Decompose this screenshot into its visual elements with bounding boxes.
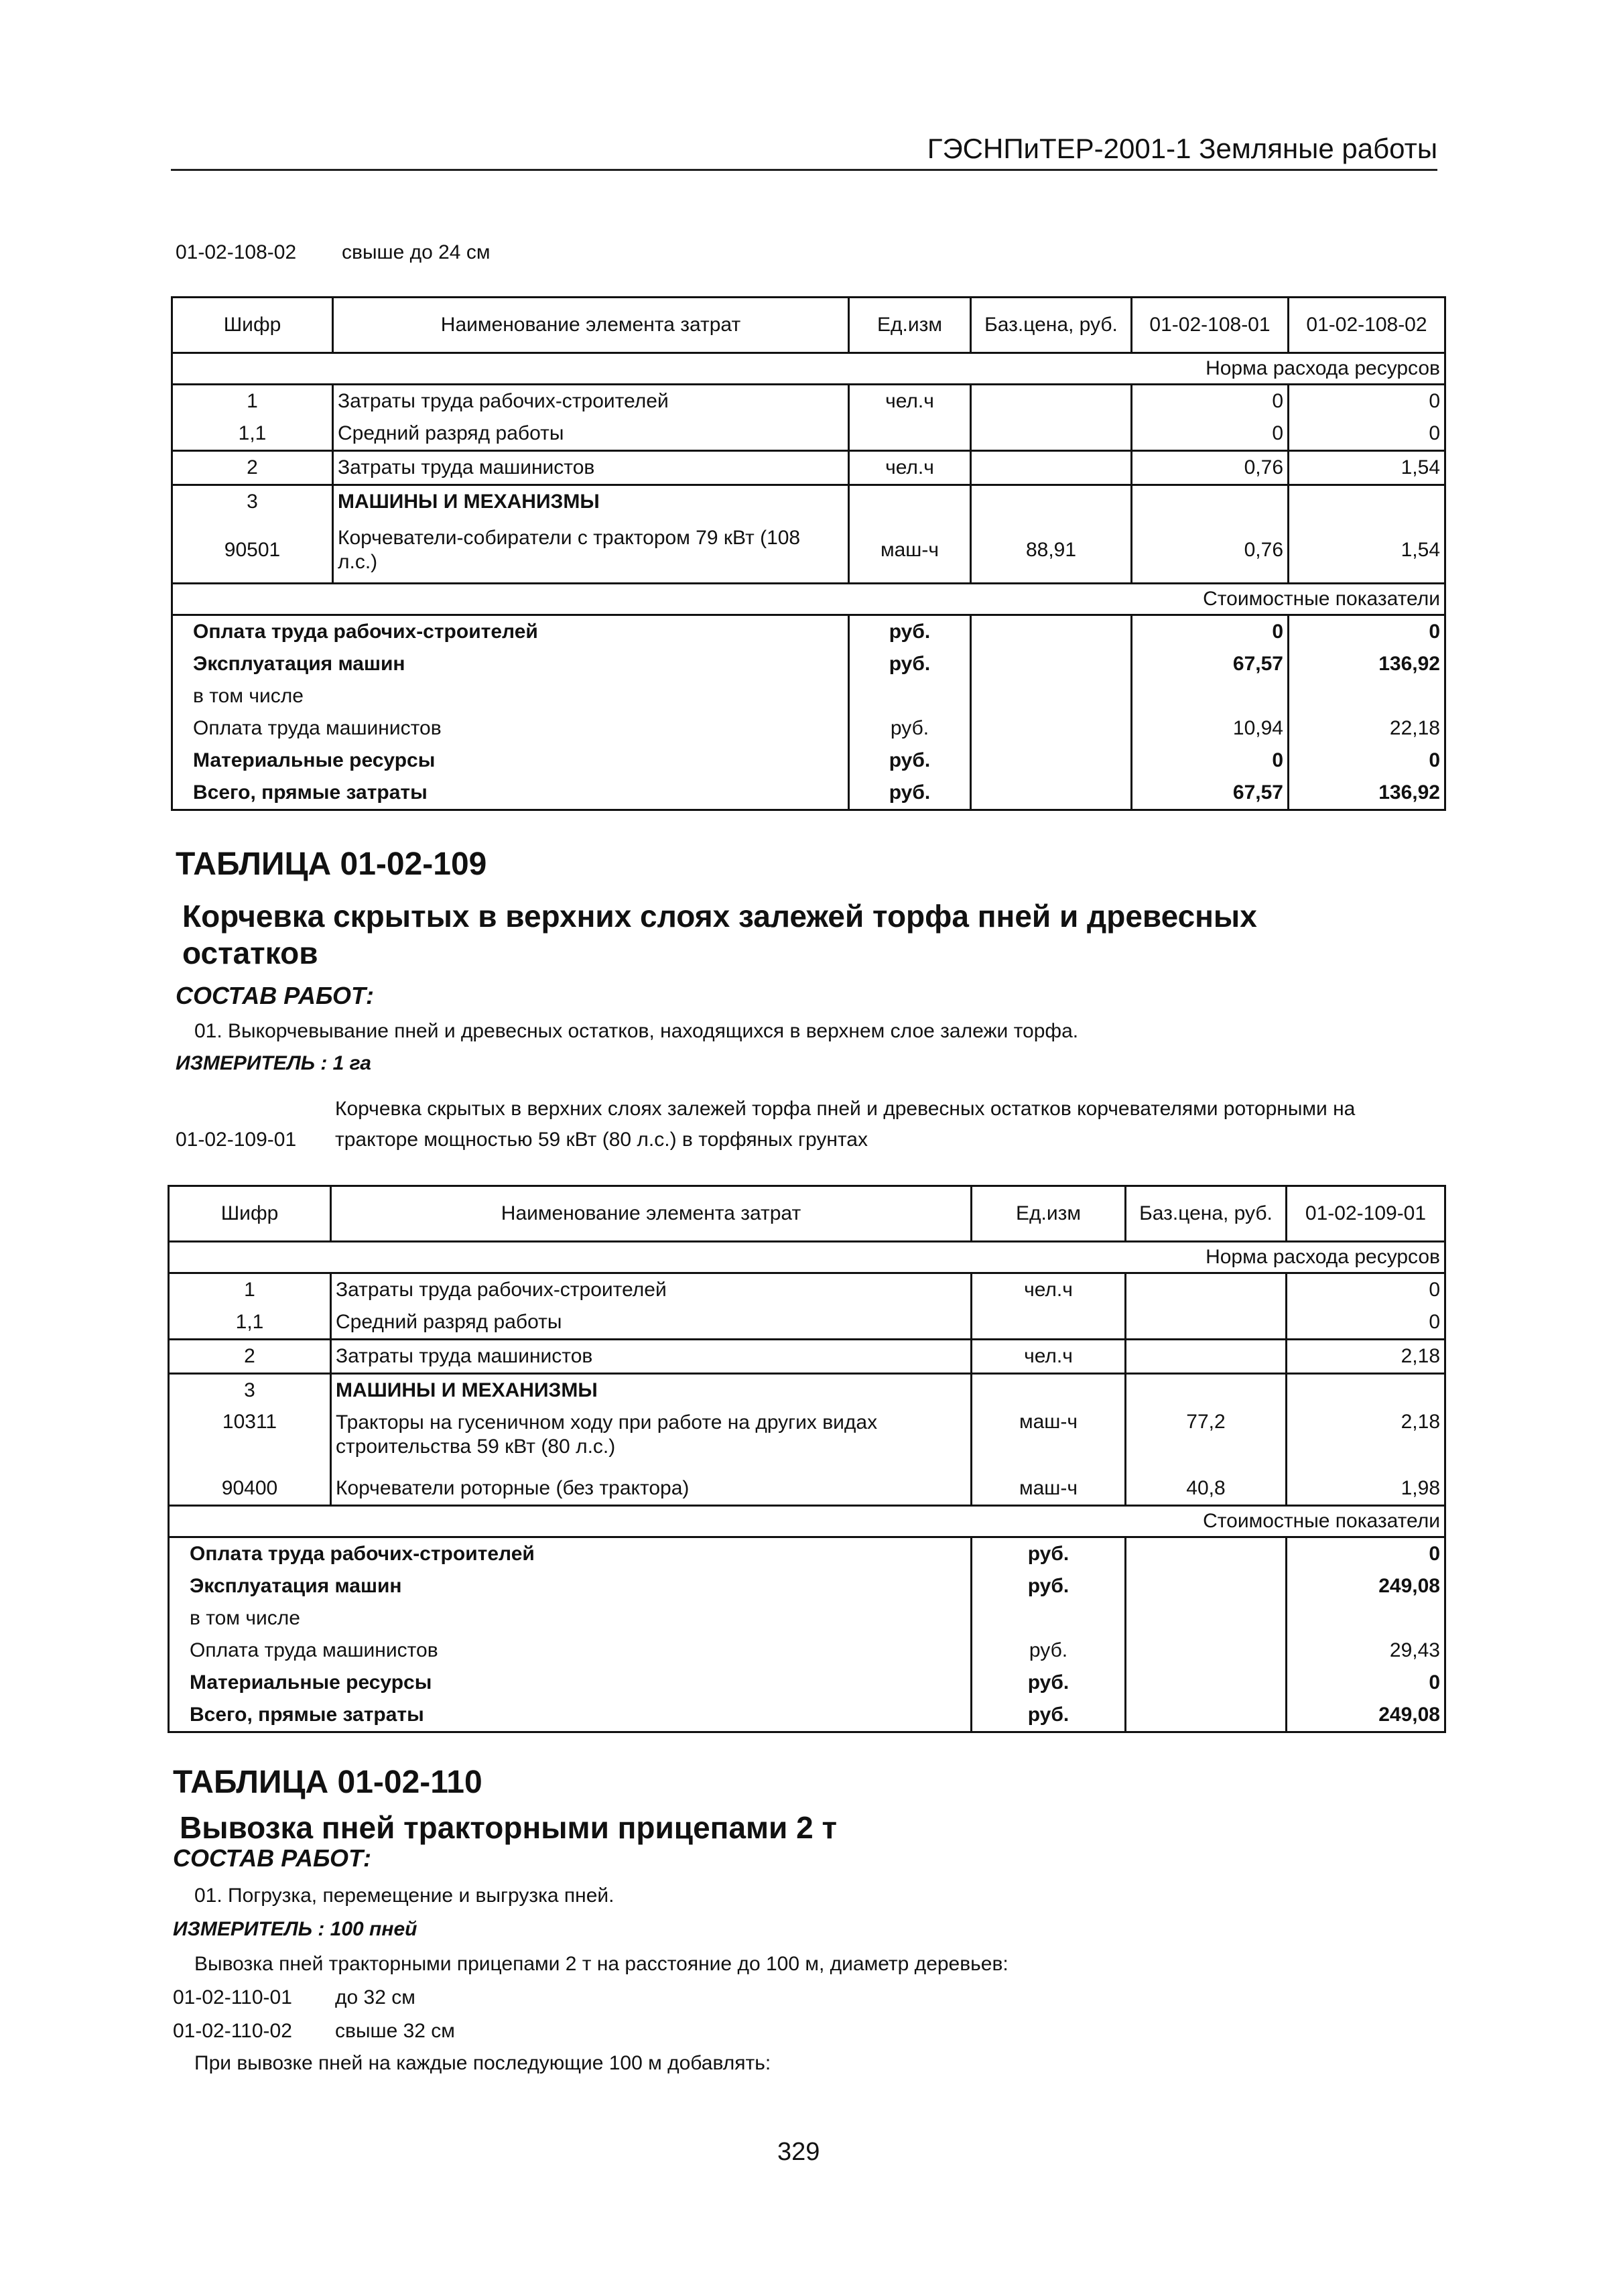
table-row xyxy=(172,418,1445,451)
cost-name: в том числе xyxy=(169,1602,972,1635)
cost-unit: руб. xyxy=(849,712,971,745)
cost-row xyxy=(172,680,1445,712)
col-header-norm-1: 01-02-109-01 xyxy=(1287,1186,1445,1242)
row-name: Затраты труда машинистов xyxy=(333,451,849,485)
norm-label: Норма расхода ресурсов xyxy=(172,353,1445,385)
table-title-109: ТАБЛИЦА 01-02-109 xyxy=(176,846,487,882)
item-text-110-02: свыше 32 см xyxy=(335,2020,455,2042)
cost-name: Всего, прямые затраты xyxy=(169,1699,972,1732)
item-code-110-02: 01-02-110-02 xyxy=(173,2020,292,2042)
composition-label-110: СОСТАВ РАБОТ: xyxy=(173,1844,371,1872)
row-name: Тракторы на гусеничном ходу при работе на других видах строительства 59 кВт (80 л.с.) xyxy=(331,1407,972,1472)
row-price xyxy=(971,451,1132,485)
cost-name: Материальные ресурсы xyxy=(169,1667,972,1699)
top-item-text: свыше до 24 см xyxy=(342,241,491,263)
row-value-1: 2,18 xyxy=(1287,1407,1445,1472)
cost-unit: руб. xyxy=(972,1537,1126,1571)
cost-value-1: 249,08 xyxy=(1287,1570,1445,1602)
composition-item-109: 01. Выкорчевывание пней и древесных остатков, находящихся в верхнем слое залежи торфа. xyxy=(194,1020,1079,1042)
item-text-110-01: до 32 см xyxy=(335,1986,415,2008)
top-item-code: 01-02-108-02 xyxy=(176,241,297,263)
item-text-109-line1: Корчевка скрытых в верхних слоях залежей торфа пней и древесных остатков корчевателями роторными на xyxy=(335,1098,1356,1120)
cost-value-1: 67,57 xyxy=(1132,777,1289,810)
item-code-109: 01-02-109-01 xyxy=(176,1129,297,1151)
col-header-name: Наименование элемента затрат xyxy=(331,1186,972,1242)
footer-note-110: При вывозке пней на каждые последующие 100 м добавлять: xyxy=(194,2052,771,2074)
row-code: 2 xyxy=(169,1340,331,1374)
row-unit: маш-ч xyxy=(849,518,971,584)
cost-row xyxy=(172,712,1445,745)
cost-row xyxy=(169,1635,1445,1667)
row-unit: чел.ч xyxy=(972,1273,1126,1307)
row-unit xyxy=(972,1306,1126,1340)
row-price xyxy=(971,385,1132,418)
cost-name: Оплата труда рабочих-строителей xyxy=(172,615,849,649)
row-value-1: 0 xyxy=(1287,1273,1445,1307)
cost-row xyxy=(169,1667,1445,1699)
page-number: 329 xyxy=(777,2138,820,2166)
resource-table-01-02-108 xyxy=(171,296,1446,811)
row-value-2: 1,54 xyxy=(1289,451,1445,485)
row-code: 2 xyxy=(172,451,333,485)
table-row xyxy=(169,1340,1445,1374)
cost-value-2 xyxy=(1289,680,1445,712)
running-header: ГЭСНПиТЕР-2001-1 Земляные работы xyxy=(171,133,1437,171)
cost-name: Эксплуатация машин xyxy=(169,1570,972,1602)
cost-row xyxy=(169,1570,1445,1602)
composition-item-110: 01. Погрузка, перемещение и выгрузка пней. xyxy=(194,1885,614,1907)
cost-name: в том числе xyxy=(172,680,849,712)
row-code: 1 xyxy=(169,1273,331,1307)
cost-name: Эксплуатация машин xyxy=(172,648,849,680)
cost-value-1: 0 xyxy=(1132,745,1289,777)
table-row xyxy=(169,1273,1445,1307)
item-text-109-line2: тракторе мощностью 59 кВт (80 л.с.) в торфяных грунтах xyxy=(335,1129,868,1151)
row-value-2: 0 xyxy=(1289,418,1445,451)
cost-name: Оплата труда машинистов xyxy=(172,712,849,745)
cost-value-1: 67,57 xyxy=(1132,648,1289,680)
cost-unit: руб. xyxy=(849,745,971,777)
table-row xyxy=(172,518,1445,584)
intro-110: Вывозка пней тракторными прицепами 2 т на расстояние до 100 м, диаметр деревьев: xyxy=(194,1953,1009,1975)
row-value-2: 0 xyxy=(1289,385,1445,418)
row-name: Корчеватели-собиратели с трактором 79 кВт (108 л.с.) xyxy=(333,518,849,584)
cost-unit xyxy=(849,680,971,712)
row-name: Средний разряд работы xyxy=(333,418,849,451)
row-value-1 xyxy=(1287,1374,1445,1407)
row-code: 1,1 xyxy=(172,418,333,451)
row-unit: чел.ч xyxy=(849,451,971,485)
row-value-1: 0 xyxy=(1287,1306,1445,1340)
row-unit: чел.ч xyxy=(849,385,971,418)
row-code: 1,1 xyxy=(169,1306,331,1340)
row-value-1: 0 xyxy=(1132,418,1289,451)
cost-value-2: 136,92 xyxy=(1289,777,1445,810)
row-name: Затраты труда рабочих-строителей xyxy=(333,385,849,418)
row-price xyxy=(971,418,1132,451)
cost-row xyxy=(172,777,1445,810)
cost-value-2: 0 xyxy=(1289,745,1445,777)
cost-value-1: 0 xyxy=(1132,615,1289,649)
row-value-2 xyxy=(1289,485,1445,519)
cost-value-1 xyxy=(1132,680,1289,712)
cost-label: Стоимостные показатели xyxy=(169,1506,1445,1537)
cost-row xyxy=(169,1602,1445,1635)
cost-unit xyxy=(972,1602,1126,1635)
col-header-code: Шифр xyxy=(169,1186,331,1242)
col-header-code: Шифр xyxy=(172,298,333,353)
cost-name: Материальные ресурсы xyxy=(172,745,849,777)
table-title-110: ТАБЛИЦА 01-02-110 xyxy=(173,1765,482,1800)
resource-table-01-02-109 xyxy=(168,1185,1446,1733)
cost-row xyxy=(169,1537,1445,1571)
table-header-row xyxy=(172,298,1445,353)
row-price xyxy=(971,485,1132,519)
section-title-109: Корчевка скрытых в верхних слоях залежей торфа пней и древесных остатков xyxy=(182,899,1257,971)
row-value-1: 2,18 xyxy=(1287,1340,1445,1374)
row-unit xyxy=(972,1374,1126,1407)
row-price: 40,8 xyxy=(1126,1472,1287,1506)
table-row xyxy=(172,485,1445,519)
row-unit: маш-ч xyxy=(972,1407,1126,1472)
col-header-norm-2: 01-02-108-02 xyxy=(1289,298,1445,353)
row-name: МАШИНЫ И МЕХАНИЗМЫ xyxy=(331,1374,972,1407)
row-code: 90400 xyxy=(169,1472,331,1506)
table-row xyxy=(169,1407,1445,1472)
cost-unit: руб. xyxy=(849,615,971,649)
row-code: 1 xyxy=(172,385,333,418)
row-name: Затраты труда рабочих-строителей xyxy=(331,1273,972,1307)
row-value-2: 1,54 xyxy=(1289,518,1445,584)
table-row xyxy=(172,451,1445,485)
item-code-110-01: 01-02-110-01 xyxy=(173,1986,292,2008)
cost-value-1: 0 xyxy=(1287,1537,1445,1571)
col-header-unit: Ед.изм xyxy=(849,298,971,353)
row-price: 88,91 xyxy=(971,518,1132,584)
row-code: 90501 xyxy=(172,518,333,584)
cost-row xyxy=(172,615,1445,649)
cost-unit: руб. xyxy=(972,1667,1126,1699)
row-price: 77,2 xyxy=(1126,1407,1287,1472)
col-header-norm-1: 01-02-108-01 xyxy=(1132,298,1289,353)
col-header-name: Наименование элемента затрат xyxy=(333,298,849,353)
row-unit xyxy=(849,485,971,519)
row-name: МАШИНЫ И МЕХАНИЗМЫ xyxy=(333,485,849,519)
cost-row xyxy=(172,745,1445,777)
cost-value-1: 249,08 xyxy=(1287,1699,1445,1732)
cost-value-1: 29,43 xyxy=(1287,1635,1445,1667)
row-price xyxy=(1126,1306,1287,1340)
row-value-1: 0,76 xyxy=(1132,518,1289,584)
cost-label: Стоимостные показатели xyxy=(172,584,1445,615)
row-unit: маш-ч xyxy=(972,1472,1126,1506)
cost-unit: руб. xyxy=(972,1570,1126,1602)
row-value-1: 0 xyxy=(1132,385,1289,418)
row-code: 3 xyxy=(172,485,333,519)
table-row xyxy=(169,1472,1445,1506)
cost-value-1 xyxy=(1287,1602,1445,1635)
row-price xyxy=(1126,1374,1287,1407)
section-title-110: Вывозка пней тракторными прицепами 2 т xyxy=(180,1810,838,1845)
row-code: 3 xyxy=(169,1374,331,1407)
table-row xyxy=(172,385,1445,418)
cost-unit: руб. xyxy=(849,648,971,680)
cost-name: Всего, прямые затраты xyxy=(172,777,849,810)
cost-row xyxy=(172,648,1445,680)
table-row xyxy=(169,1306,1445,1340)
cost-value-1: 10,94 xyxy=(1132,712,1289,745)
measure-109: ИЗМЕРИТЕЛЬ : 1 га xyxy=(176,1052,371,1074)
norm-label: Норма расхода ресурсов xyxy=(169,1242,1445,1273)
row-price xyxy=(1126,1340,1287,1374)
cost-unit: руб. xyxy=(972,1635,1126,1667)
measure-110: ИЗМЕРИТЕЛЬ : 100 пней xyxy=(173,1918,417,1940)
cost-unit: руб. xyxy=(972,1699,1126,1732)
row-unit xyxy=(849,418,971,451)
cost-unit: руб. xyxy=(849,777,971,810)
row-value-1: 1,98 xyxy=(1287,1472,1445,1506)
row-name: Средний разряд работы xyxy=(331,1306,972,1340)
cost-value-2: 22,18 xyxy=(1289,712,1445,745)
cost-value-1: 0 xyxy=(1287,1667,1445,1699)
col-header-price: Баз.цена, руб. xyxy=(971,298,1132,353)
composition-label-109: СОСТАВ РАБОТ: xyxy=(176,982,374,1009)
table-header-row xyxy=(169,1186,1445,1242)
cost-value-2: 0 xyxy=(1289,615,1445,649)
row-value-1: 0,76 xyxy=(1132,451,1289,485)
cost-value-2: 136,92 xyxy=(1289,648,1445,680)
row-unit: чел.ч xyxy=(972,1340,1126,1374)
row-code: 10311 xyxy=(169,1407,331,1472)
col-header-price: Баз.цена, руб. xyxy=(1126,1186,1287,1242)
row-price xyxy=(1126,1273,1287,1307)
col-header-unit: Ед.изм xyxy=(972,1186,1126,1242)
cost-name: Оплата труда машинистов xyxy=(169,1635,972,1667)
row-name: Корчеватели роторные (без трактора) xyxy=(331,1472,972,1506)
row-name: Затраты труда машинистов xyxy=(331,1340,972,1374)
row-value-1 xyxy=(1132,485,1289,519)
cost-row xyxy=(169,1699,1445,1732)
cost-name: Оплата труда рабочих-строителей xyxy=(169,1537,972,1571)
table-row xyxy=(169,1374,1445,1407)
